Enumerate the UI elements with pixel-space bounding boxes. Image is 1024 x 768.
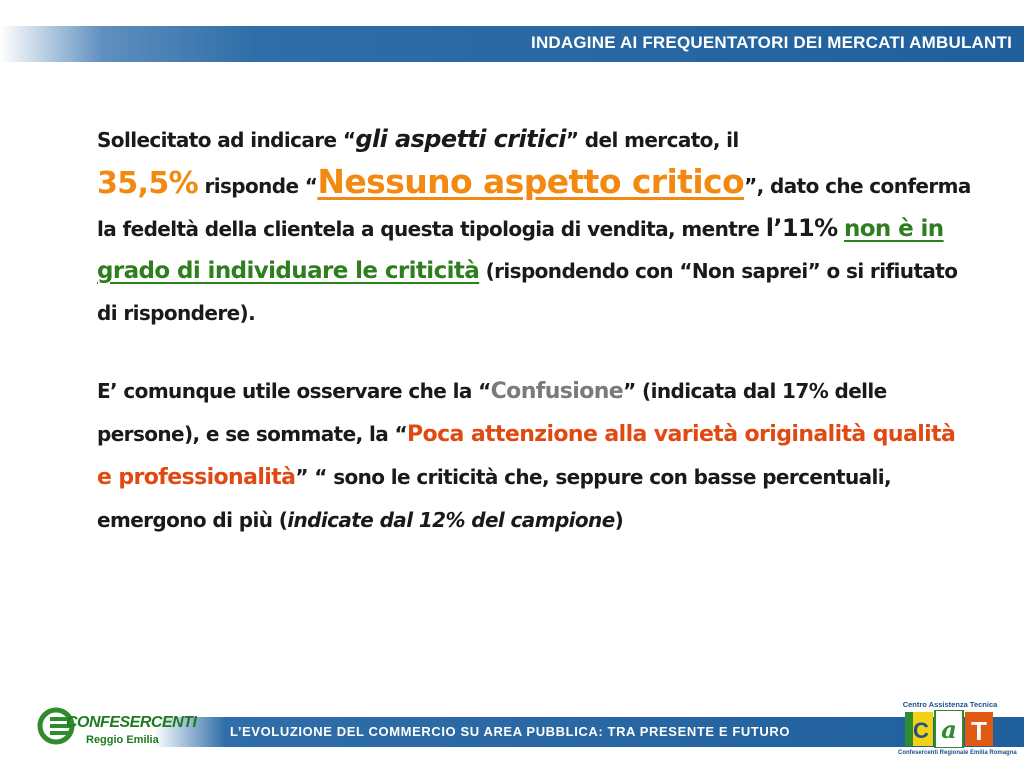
logo-right-sub: Confesercenti Regionale Emilia Romagna bbox=[898, 750, 1017, 756]
slide-body bbox=[97, 118, 972, 541]
p1-text-5: (rispondendo con “Non saprei” o si rifiutato di rispondere). bbox=[97, 259, 958, 325]
logo-right-title: Centro Assistenza Tecnica bbox=[902, 700, 998, 709]
p2-text-4: ) bbox=[614, 508, 624, 532]
cat-logo bbox=[898, 700, 1017, 760]
p2-highlight-poca-attenzione: Poca attenzione alla varietà originalità qualità e professionalità bbox=[97, 422, 956, 490]
svg-text:C: C bbox=[913, 718, 929, 743]
p1-percentage-11: l’11% bbox=[765, 214, 838, 242]
header-title: INDAGINE AI FREQUENTATORI DEI MERCATI AMBULANTI bbox=[531, 33, 1012, 52]
cat-emblem-icon bbox=[905, 710, 995, 748]
footer-title: L’EVOLUZIONE DEL COMMERCIO SU AREA PUBBLICA: TRA PRESENTE E FUTURO bbox=[230, 724, 791, 739]
svg-text:T: T bbox=[971, 716, 987, 746]
p1-text-4: ”, dato che conferma la fedeltà della clientela a questa tipologia di vendita, mentre bbox=[97, 174, 971, 241]
p1-text-2: ” del mercato, il bbox=[565, 128, 739, 152]
p1-text-1: Sollecitato ad indicare “ bbox=[97, 128, 356, 152]
p2-emphasis-campione: indicate dal 12% del campione bbox=[287, 508, 615, 532]
p1-percentage-35: 35,5% bbox=[97, 166, 199, 201]
header-bar bbox=[0, 26, 1024, 62]
logo-left-sub: Reggio Emilia bbox=[86, 734, 159, 746]
svg-text:a: a bbox=[941, 715, 957, 744]
paragraph-other-criticalities bbox=[97, 370, 972, 541]
confesercenti-logo bbox=[36, 700, 197, 760]
p1-text-3: risponde “ bbox=[198, 174, 318, 198]
p2-text-3: ” “ sono le criticità che, seppure con basse percentuali, emergono di più ( bbox=[97, 465, 891, 532]
p2-text-1: E’ comunque utile osservare che la “ bbox=[97, 379, 491, 403]
paragraph-critical-aspects bbox=[97, 118, 972, 334]
p2-highlight-confusione: Confusione bbox=[490, 379, 624, 404]
p1-emphasis-aspects: gli aspetti critici bbox=[355, 125, 566, 153]
p2-text-2: ” (indicata dal 17% delle persone), e se sommate, la “ bbox=[97, 379, 887, 446]
p1-highlight-unable: non è in grado di individuare le criticità bbox=[97, 216, 944, 284]
logo-left-brand: CONFESERCENTI bbox=[66, 714, 197, 731]
p1-highlight-no-critical: Nessuno aspetto critico bbox=[317, 162, 745, 201]
